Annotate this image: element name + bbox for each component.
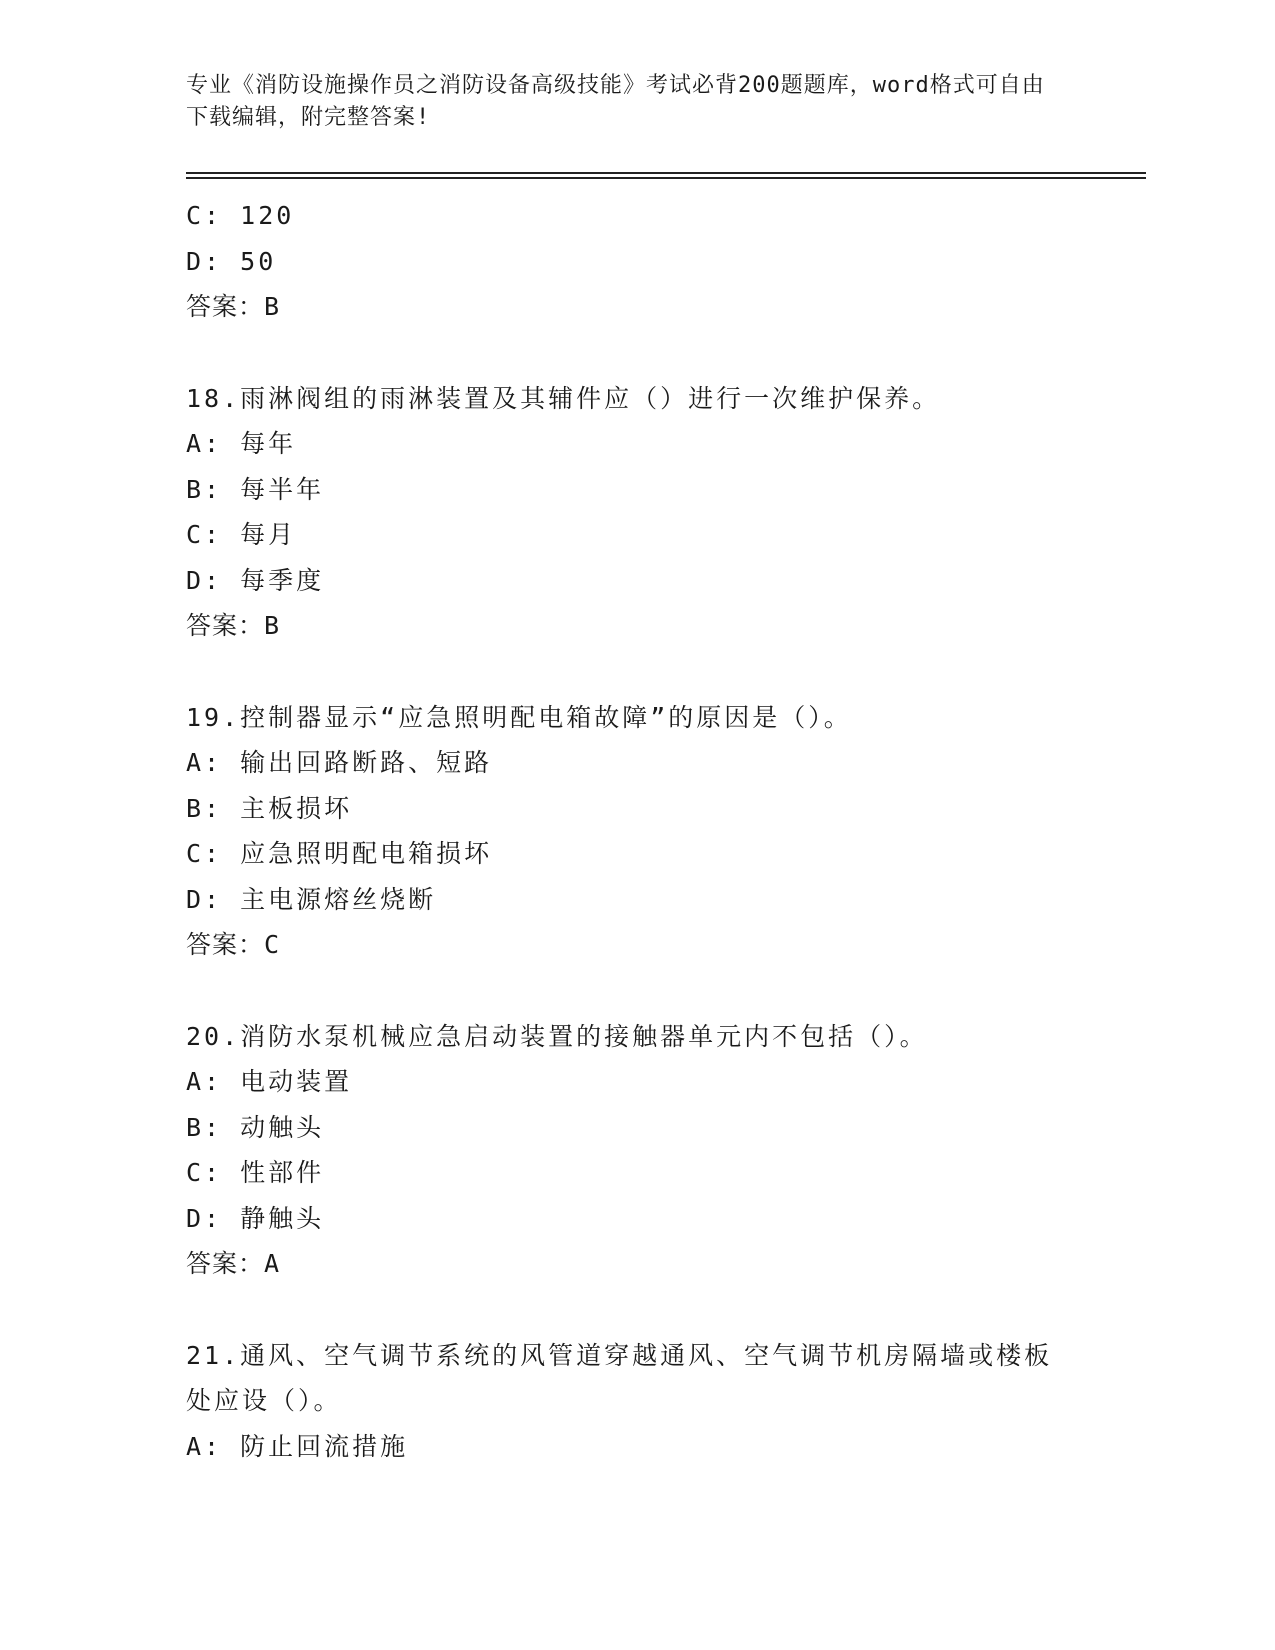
question-list: [186, 193, 1146, 1469]
option-b: B: 主板损坏: [186, 793, 353, 823]
option-d: D: 每季度: [186, 565, 325, 595]
header-divider: [186, 172, 1146, 179]
answer-line: 答案：A: [186, 1249, 281, 1278]
answer-line: 答案：B: [186, 292, 281, 321]
option-d: D: 静触头: [186, 1203, 325, 1233]
option-b: B: 每半年: [186, 474, 325, 504]
answer-line: 答案：B: [186, 611, 281, 640]
divider-line: [186, 172, 1146, 174]
option-c: C: 性部件: [186, 1158, 325, 1187]
question-text: 20.消防水泵机械应急启动装置的接触器单元内不包括（）。: [186, 1021, 928, 1051]
document-page: [186, 70, 1146, 1469]
option-a: A: 防止回流措施: [186, 1431, 409, 1461]
option-a: A: 电动装置: [186, 1067, 353, 1096]
question-block: [186, 1333, 1146, 1470]
option-c: C: 每月: [186, 520, 297, 549]
divider-line: [186, 177, 1146, 179]
option-d: D: 50: [186, 246, 277, 276]
document-header: 专业《消防设施操作员之消防设备高级技能》考试必背200题题库，word格式可自由下载编辑，附完整答案!: [186, 73, 1045, 130]
option-b: B: 动触头: [186, 1112, 325, 1142]
option-a: A: 每年: [186, 429, 297, 458]
question-block: [186, 193, 1146, 330]
question-text: 19.控制器显示“应急照明配电箱故障”的原因是（）。: [186, 702, 852, 732]
option-c: C: 120: [186, 201, 295, 230]
question-block: [186, 695, 1146, 968]
option-c: C: 应急照明配电箱损坏: [186, 839, 493, 868]
question-block: [186, 376, 1146, 649]
option-d: D: 主电源熔丝烧断: [186, 884, 437, 914]
question-text: 18.雨淋阀组的雨淋装置及其辅件应（）进行一次维护保养。: [186, 383, 941, 413]
question-text: 21.通风、空气调节系统的风管道穿越通风、空气调节机房隔墙或楼板处应设（）。: [186, 1340, 1053, 1415]
answer-line: 答案：C: [186, 930, 281, 959]
option-a: A: 输出回路断路、短路: [186, 748, 493, 777]
question-block: [186, 1014, 1146, 1287]
